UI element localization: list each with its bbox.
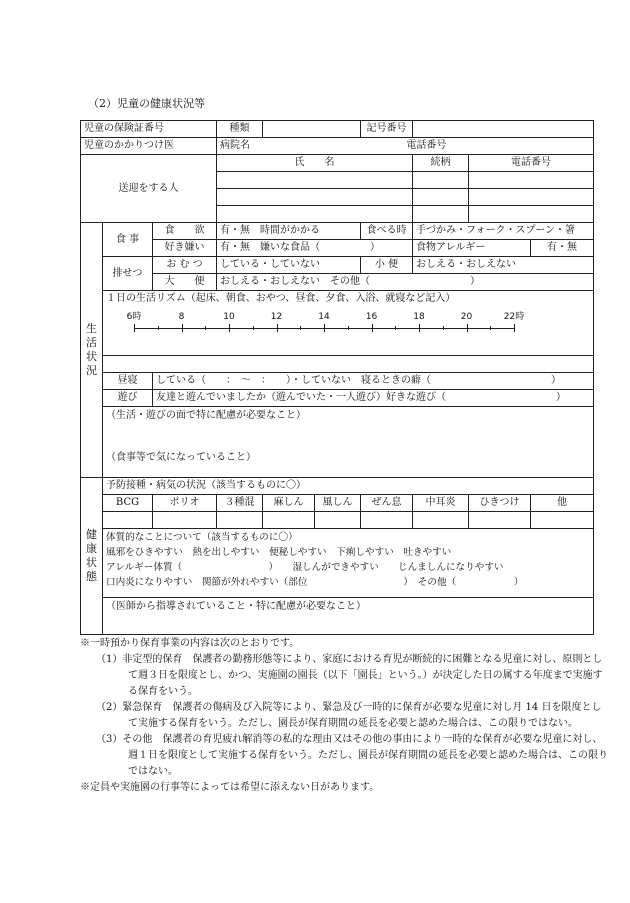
nap-options[interactable]: している（ ： ～ ： ）・していない 寝るときの癖（ ）	[153, 373, 594, 390]
daily-timeline	[106, 308, 590, 346]
doctor-note-row	[81, 598, 594, 635]
escort-name-field[interactable]	[217, 206, 413, 223]
rhythm-cell	[103, 291, 594, 356]
disease-check-row	[81, 512, 594, 529]
play-label: 遊び	[103, 390, 153, 407]
constitution-cell[interactable]	[103, 529, 594, 598]
timeline-minor-tick	[205, 326, 206, 330]
timeline-tick	[134, 324, 135, 332]
disease-check-cell[interactable]	[263, 512, 315, 529]
disease-check-cell[interactable]	[413, 512, 469, 529]
meal-note-row	[81, 437, 594, 478]
disease-check-cell[interactable]	[103, 512, 153, 529]
escort-label: 送迎をする人	[81, 155, 217, 223]
escort-phone-header: 電話番号	[469, 155, 594, 172]
toilet-label: 排せつ	[103, 257, 153, 291]
rhythm-blank-row	[81, 356, 594, 373]
timeline-minor-tick	[300, 326, 301, 330]
stool-label: 大 便	[153, 274, 217, 291]
health-side-label: 健 康 状 態	[81, 478, 103, 635]
hospital-label: 病院名	[220, 140, 250, 151]
timeline-tick	[277, 324, 278, 332]
dislike-label: 好き嫌い	[153, 240, 217, 257]
appetite-row	[81, 223, 594, 240]
nap-label: 昼寝	[103, 373, 153, 390]
timeline-label: 8	[178, 312, 185, 322]
play-options[interactable]: 友達と遊んでいましたか（遊んでいた・一人遊び）好きな遊び（ ）	[153, 390, 594, 407]
escort-relation-field[interactable]	[413, 206, 469, 223]
notes-section	[80, 636, 610, 796]
escort-relation-field[interactable]	[413, 189, 469, 206]
meal-label: 食 事	[103, 223, 153, 257]
disease-check-cell[interactable]	[361, 512, 413, 529]
notes-intro: ※一時預かり保育事業の内容は次のとおりです。	[80, 638, 300, 649]
doctor-note[interactable]: （医師から指導されていること・特に配慮が必要なこと）	[103, 598, 594, 635]
escort-name-field[interactable]	[217, 189, 413, 206]
disease-check-cell[interactable]	[153, 512, 217, 529]
vaccine-row	[81, 478, 594, 495]
constitution-line-3: 口内炎になりやすい 関節が外れやすい（部位 ） その他（ ）	[106, 577, 524, 588]
allergy-options[interactable]: 有・無	[531, 240, 594, 257]
nap-row	[81, 373, 594, 390]
diaper-options[interactable]: している・していない	[217, 257, 361, 274]
timeline-label: 16	[365, 312, 378, 322]
rhythm-blank-field[interactable]	[103, 356, 594, 373]
urine-options[interactable]: おしえる・おしえない	[413, 257, 594, 274]
doctor-field[interactable]	[217, 138, 594, 155]
timeline-minor-tick	[158, 326, 159, 330]
constitution-label: 体質的なことについて（該当するものに〇）	[106, 532, 298, 543]
timeline-tick	[419, 324, 420, 332]
insurance-type-label: 種類	[217, 121, 263, 138]
notes-item-3: （3）その他 保護者の育児疲れ解消等の私的な理由又はその他の事由により一時的な保育が必要な児童に対し、週１日を限度として実施する保育をいう。ただし、園長が保育期間の延長を必要と認めた場合は、この限りではない。	[96, 734, 608, 777]
escort-phone-field[interactable]	[469, 189, 594, 206]
disease-polio: ポリオ	[153, 495, 217, 512]
timeline-tick	[372, 324, 373, 332]
insurance-row	[81, 121, 594, 138]
timeline-label: 18	[413, 312, 425, 322]
doctor-label: 児童のかかりつけ医	[81, 138, 217, 155]
insurance-type-field[interactable]	[263, 121, 361, 138]
timeline-label: 6時	[126, 312, 142, 322]
constitution-line-2: アレルギー体質（ ） 湿しんができやすい じんましんになりやすい	[106, 562, 504, 573]
eating-options[interactable]: 手づかみ・フォーク・スプーン・箸	[413, 223, 594, 240]
timeline-tick	[514, 324, 515, 332]
escort-relation-field[interactable]	[413, 172, 469, 189]
timeline-label: 12	[270, 312, 283, 322]
escort-phone-field[interactable]	[469, 206, 594, 223]
section-heading: （2）児童の健康状況等	[88, 97, 205, 110]
constitution-line-1: 風邪をひきやすい 熱を出しやすい 便秘しやすい 下痢しやすい 吐きやすい	[106, 547, 452, 558]
notes-footer: ※定員や実施園の行事等によっては希望に添えない日があります。	[80, 782, 380, 793]
timeline-tick	[229, 324, 230, 332]
timeline-label: 10	[223, 312, 235, 322]
dislike-options[interactable]: 有・無 嫌いな食品（ ）	[217, 240, 413, 257]
vaccine-label: 予防接種・病気の状況（該当するものに〇）	[103, 478, 594, 495]
escort-phone-field[interactable]	[469, 172, 594, 189]
insurance-code-field[interactable]	[413, 121, 594, 138]
diaper-row	[81, 257, 594, 274]
stool-options[interactable]: おしえる・おしえない その他（ ）	[217, 274, 594, 291]
disease-seizure: ひきつけ	[469, 495, 531, 512]
stool-row	[81, 274, 594, 291]
timeline-minor-tick	[490, 326, 491, 330]
notes-item-2: （2）緊急保育 保護者の傷病及び入院等により、緊急及び一時的に保育が必要な児童に対し月 14 日を限度として実施する保育をいう。ただし、園長が保育期間の延長を必要と認めた場合は、この限りではない。	[96, 702, 602, 729]
escort-name-field[interactable]	[217, 172, 413, 189]
allergy-label: 食物アレルギー	[413, 240, 531, 257]
timeline-tick	[324, 324, 325, 332]
rhythm-label: １日の生活リズム（起床、朝食、おやつ、昼食、夕食、入浴、就寝など記入）	[106, 293, 456, 304]
doctor-phone-label: 電話番号	[406, 140, 447, 151]
urine-label: 小 便	[361, 257, 413, 274]
care-note-row	[81, 407, 594, 438]
diaper-label: お む つ	[153, 257, 217, 274]
notes-item-1: （1）非定型的保育 保護者の勤務形態等により、家庭における育児が断続的に困難となる児童に対し、原則として週３日を限度とし、かつ、実施園の園長（以下「園長」という。）が決定した日の属する年度まで実施する保育をいう。	[96, 654, 603, 697]
disease-measles: 麻しん	[263, 495, 315, 512]
health-form-table	[80, 120, 594, 635]
disease-otitis: 中耳炎	[413, 495, 469, 512]
escort-relation-header: 続柄	[413, 155, 469, 172]
timeline-label: 20	[460, 312, 473, 322]
timeline-minor-tick	[348, 326, 349, 330]
disease-rubella: 風しん	[315, 495, 361, 512]
timeline-tick	[182, 324, 183, 332]
timeline-tick	[467, 324, 468, 332]
timeline-label: 22時	[503, 312, 525, 322]
dislike-row	[81, 240, 594, 257]
escort-name-header: 氏 名	[217, 155, 413, 172]
timeline-minor-tick	[253, 326, 254, 330]
disease-asthma: ぜん息	[361, 495, 413, 512]
disease-header-row	[81, 495, 594, 512]
meal-note[interactable]: （食事等で気になっていること）	[103, 437, 594, 478]
disease-check-cell[interactable]	[531, 512, 594, 529]
appetite-label: 食 欲	[153, 223, 217, 240]
timeline-minor-tick	[395, 326, 396, 330]
insurance-label: 児童の保険証番号	[81, 121, 217, 138]
timeline-label: 14	[318, 312, 330, 322]
life-side-label: 生 活 状 況	[81, 223, 103, 478]
escort-header-row	[81, 155, 594, 172]
disease-bcg: BCG	[103, 495, 153, 512]
eating-label: 食べる時	[361, 223, 413, 240]
play-row	[81, 390, 594, 407]
doctor-row	[81, 138, 594, 155]
timeline-minor-tick	[443, 326, 444, 330]
insurance-code-label: 記号番号	[361, 121, 413, 138]
care-note[interactable]: （生活・遊びの面で特に配慮が必要なこと）	[103, 407, 594, 438]
disease-dpt: ３種混	[217, 495, 263, 512]
disease-check-cell[interactable]	[315, 512, 361, 529]
appetite-options[interactable]: 有・無 時間がかかる	[217, 223, 361, 240]
disease-check-cell[interactable]	[217, 512, 263, 529]
rhythm-row	[81, 291, 594, 356]
disease-other: 他	[531, 495, 594, 512]
constitution-row	[81, 529, 594, 598]
disease-check-cell[interactable]	[469, 512, 531, 529]
